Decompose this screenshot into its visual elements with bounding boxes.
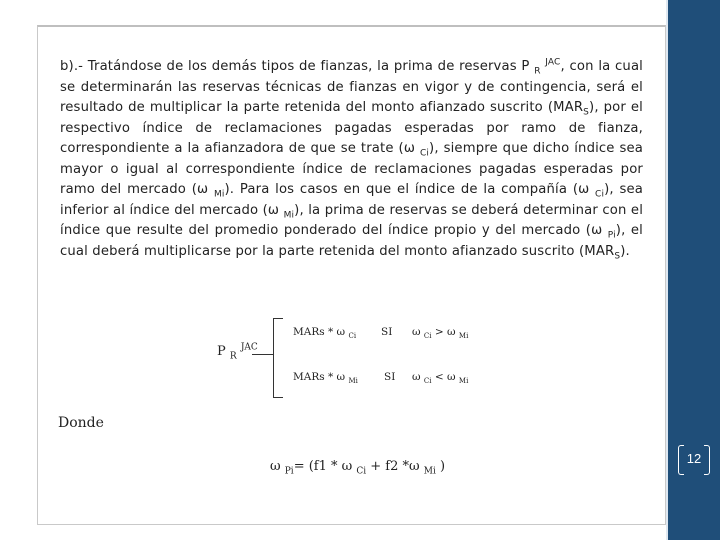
subscript: S xyxy=(614,251,621,262)
case2-cond-a: ω xyxy=(412,371,421,383)
piecewise-lhs xyxy=(217,342,258,362)
case1-cond-a-sub: Ci xyxy=(423,332,432,341)
formula-part-c: + f2 *ω xyxy=(366,459,420,474)
subscript: Ci xyxy=(419,148,430,159)
subscript: S xyxy=(583,107,590,118)
case1-expression xyxy=(293,326,357,341)
case1-si: SI xyxy=(381,326,393,338)
case2-cond-b-sub: Mi xyxy=(458,377,469,386)
weighted-index-formula xyxy=(270,459,446,477)
case1-cond-a: ω xyxy=(412,326,421,338)
case1-expr-sub: Ci xyxy=(348,332,357,341)
text-run: , con la cual se determinarán las reservas técnicas de fianzas en vigor y de contingencia, será el resultado de multiplicar la parte retenida del monto afianzado suscrito (MAR xyxy=(60,59,643,115)
sidebar-edge xyxy=(666,0,668,540)
text-run: ), por el respectivo índice de reclamaciones pagadas esperadas por ramo de fianza, correspondiente a la afianzadora de que se trate (ω xyxy=(60,100,643,156)
case2-expr-sub: Mi xyxy=(348,377,358,386)
case1-expr: MARs * ω xyxy=(293,326,346,338)
subscript: Pi xyxy=(607,230,616,241)
text-run: ). Para los casos en que el índice de la compañía (ω xyxy=(224,182,590,197)
text-run: ), siempre que dicho índice sea mayor o igual al correspondiente índice de reclamaciones pagadas esperadas por ramo del mercado (ω xyxy=(60,141,643,197)
case1-cond-op: > ω xyxy=(431,326,456,338)
case2-expression xyxy=(293,371,358,386)
text-run: ), sea inferior al índice del mercado (ω xyxy=(60,182,644,218)
case2-expr: MARs * ω xyxy=(293,371,346,383)
case2-cond-op: < ω xyxy=(431,371,456,383)
lhs-symbol: P xyxy=(217,344,226,359)
formula-sub-pi: Pi xyxy=(284,466,294,477)
subscript: R xyxy=(534,66,541,77)
subscript: Ci xyxy=(595,189,605,200)
formula-sub-mi: Mi xyxy=(423,466,436,477)
case2-cond-a-sub: Ci xyxy=(423,377,432,386)
page-number: 12 xyxy=(686,451,702,466)
case2-si: SI xyxy=(384,371,396,383)
case1-condition xyxy=(412,326,469,341)
text-run: b).- Tratándose de los demás tipos de fianzas, la prima de reservas P xyxy=(60,59,530,74)
subscript: Mi xyxy=(283,210,295,221)
case1-cond-b-sub: Mi xyxy=(458,332,469,341)
body-paragraph xyxy=(60,57,643,262)
donde-label: Donde xyxy=(58,415,104,431)
formula-part-d: ) xyxy=(435,459,446,474)
text-run: ), el cual deberá multiplicarse por la parte retenida del monto afianzado suscrito (MAR xyxy=(60,223,643,259)
formula-sub-ci: Ci xyxy=(356,466,367,477)
case2-condition xyxy=(412,371,469,386)
left-brace xyxy=(273,318,283,398)
superscript: JAC xyxy=(545,57,561,68)
formula-part-b: = (f1 * ω xyxy=(293,459,353,474)
lhs-subscript: R xyxy=(229,351,237,362)
text-run: ). xyxy=(620,243,630,259)
page-number-badge xyxy=(678,445,710,475)
lhs-superscript: JAC xyxy=(240,342,258,353)
connector-line xyxy=(252,354,273,355)
formula-omega: ω xyxy=(270,459,281,474)
subscript: Mi xyxy=(213,189,225,200)
text-run: ), la prima de reservas se deberá determinar con el índice que resulte del promedio ponderado del índice propio y del mercado (ω xyxy=(60,202,644,238)
